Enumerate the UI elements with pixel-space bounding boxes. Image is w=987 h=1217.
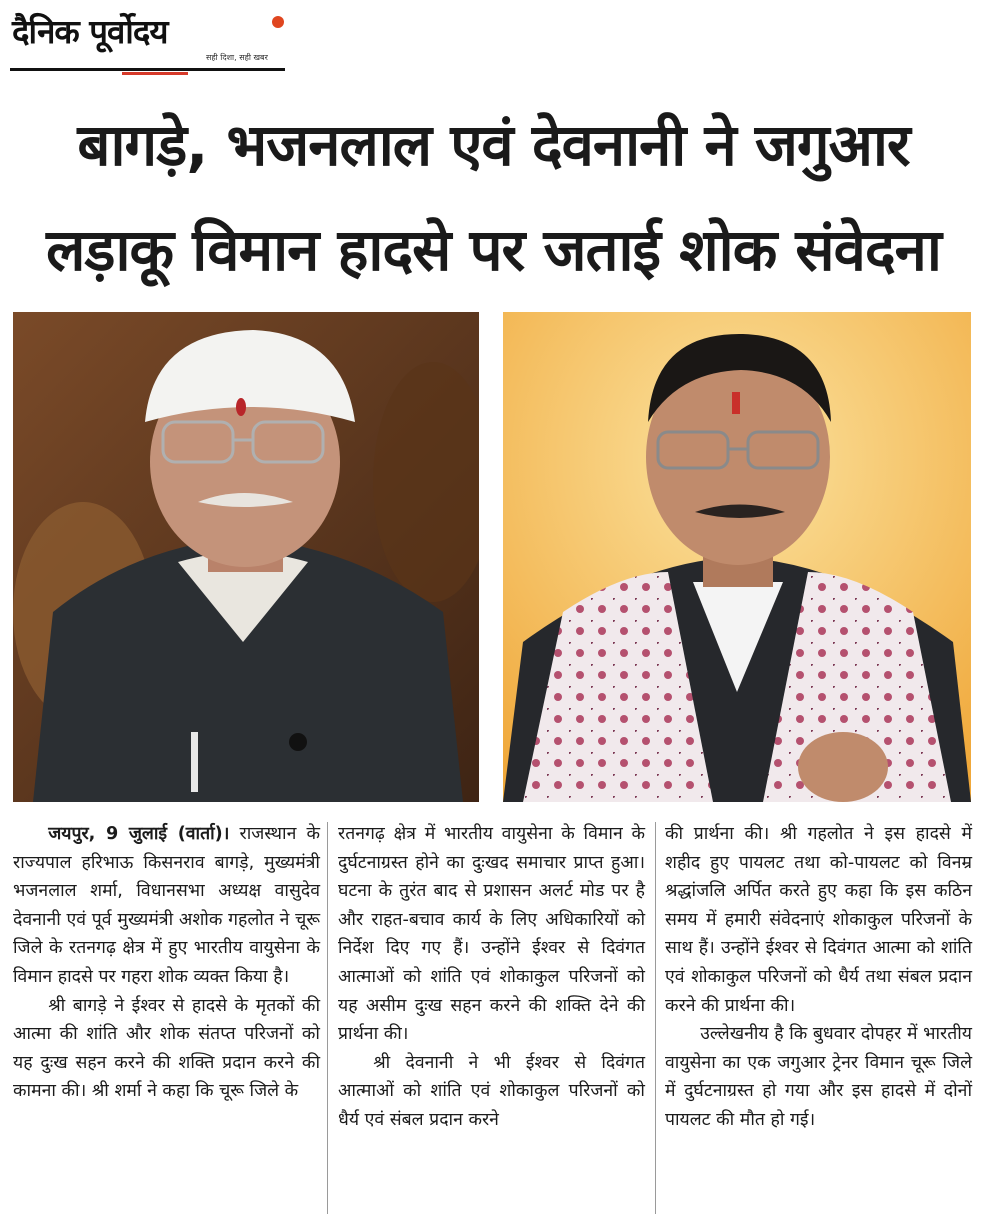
portrait-governor-icon [13, 312, 479, 802]
masthead [10, 6, 285, 72]
photo-chief-minister [503, 312, 971, 802]
masthead-dot-icon [272, 16, 284, 28]
article-paragraph: श्री बागड़े ने ईश्वर से हादसे के मृतकों की आत्मा की शांति और शोक संतप्त परिजनों को यह दुःख सहन करने की शक्ति प्रदान करने की कामना की। श्री शर्मा ने कहा कि चूरू जिले के [13, 995, 320, 1102]
headline-line-1: बागड़े, भजनलाल एवं देवनानी ने जगुआर [77, 111, 910, 179]
article-column-2 [338, 820, 645, 1135]
article-paragraph: की प्रार्थना की। श्री गहलोत ने इस हादसे में शहीद हुए पायलट तथा को-पायलट को विनम्र श्रद्धांजलि अर्पित करते हुए कहा कि इस कठिन समय में हमारी संवेदनाएं शोकाकुल परिजनों के साथ हैं। उन्होंने ईश्वर से दिवंगत आत्मा को शांति एवं शोकाकुल परिजनों को धैर्य तथा संबल प्रदान करने की प्रार्थना की। [665, 824, 972, 1016]
newspaper-name: दैनिक पूर्वोदय [12, 12, 168, 51]
portrait-chief-minister-icon [503, 312, 971, 802]
photo-governor [13, 312, 479, 802]
article-paragraph: उल्लेखनीय है कि बुधवार दोपहर में भारतीय वायुसेना का एक जगुआर ट्रेनर विमान चूरू जिले में दुर्घटनाग्रस्त हो गया और इस हादसे में दोनों पायलट की मौत हो गई। [665, 1024, 972, 1130]
article-paragraph: रतनगढ़ क्षेत्र में भारतीय वायुसेना के विमान के दुर्घटनाग्रस्त होने का दुःखद समाचार प्राप्त हुआ। घटना के तुरंत बाद से प्रशासन अलर्ट मोड पर है और राहत-बचाव कार्य के लिए अधिकारियों को निर्देश दिए गए हैं। उन्होंने ईश्वर से दिवंगत आत्माओं को शांति एवं शोकाकुल परिजनों को यह असीम दुःख सहन करने की शक्ति देने की प्रार्थना की। [338, 824, 645, 1045]
headline-line-2: लड़ाकू विमान हादसे पर जताई शोक संवेदना [46, 216, 941, 284]
column-divider [655, 822, 656, 1214]
article-column-3 [665, 820, 972, 1135]
article-paragraph: श्री देवनानी ने भी ईश्वर से दिवंगत आत्माओं को शांति एवं शोकाकुल परिजनों को धैर्य एवं संबल प्रदान करने [338, 1052, 645, 1130]
dateline: जयपुर, 9 जुलाई (वार्ता)। [48, 824, 230, 844]
paragraph-text: राजस्थान के राज्यपाल हरिभाऊ किसनराव बागड़े, मुख्यमंत्री भजनलाल शर्मा, विधानसभा अध्यक्ष वासुदेव देवनानी एवं पूर्व मुख्यमंत्री अशोक गहलोत ने चूरू जिले के रतनगढ़ क्षेत्र में हुए भारतीय वायुसेना के विमान हादसे पर गहरा शोक व्यक्त किया है। [13, 824, 320, 987]
masthead-rule [10, 68, 285, 71]
newspaper-tagline: सही दिशा, सही खबर [206, 53, 268, 62]
article-column-1 [13, 820, 320, 1106]
column-divider [327, 822, 328, 1214]
article-paragraph [13, 820, 320, 992]
masthead-accent-rule [122, 72, 188, 75]
